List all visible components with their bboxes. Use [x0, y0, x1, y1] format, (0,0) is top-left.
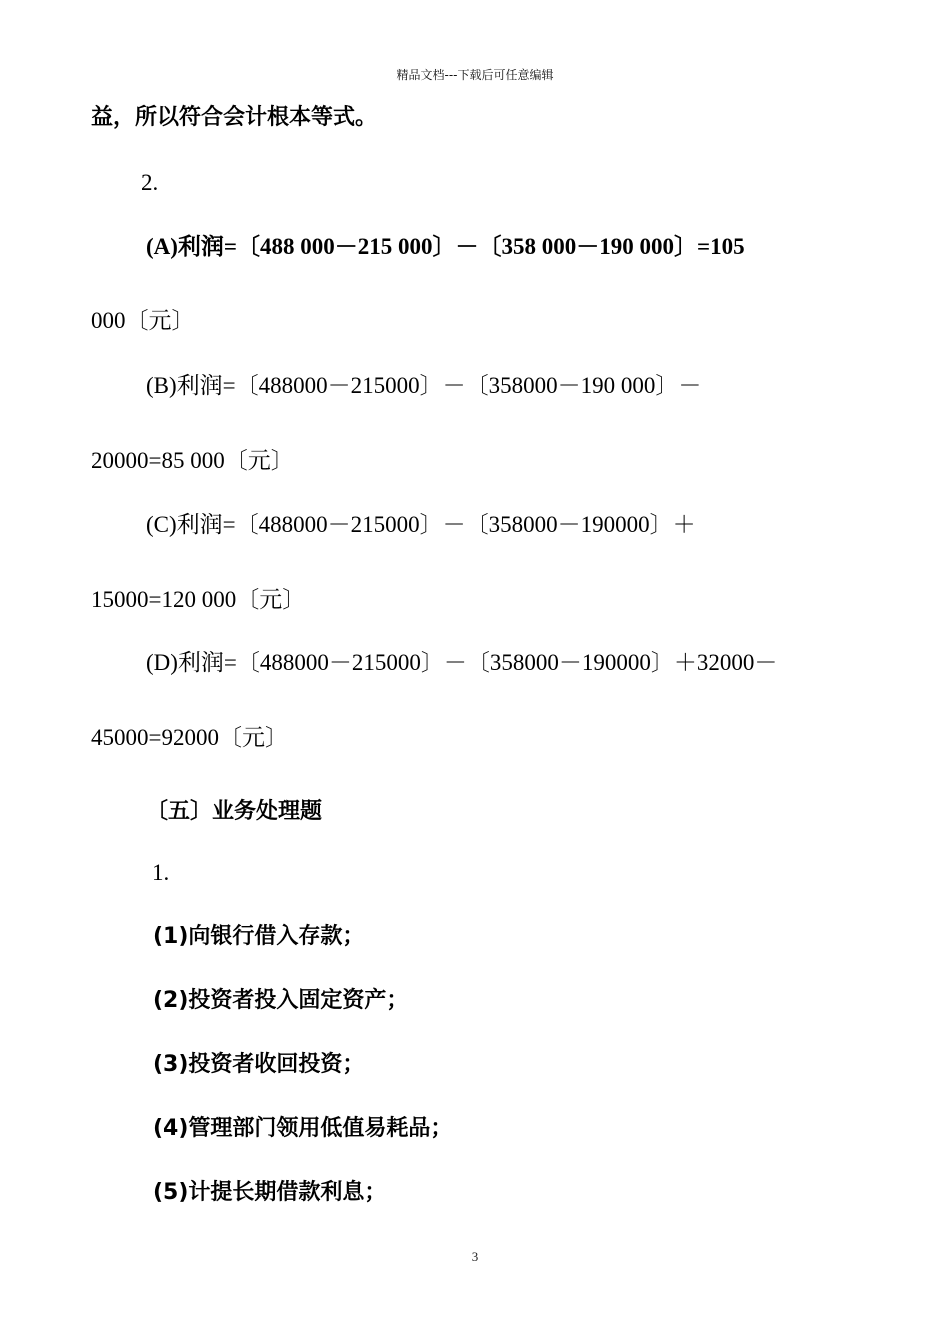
- formula-d-line-1: (D)利润=〔488000－215000〕－〔358000－190000〕＋32000－: [146, 650, 778, 675]
- answer-item-3: (3)投资者收回投资；: [153, 1052, 365, 1077]
- answer-item-4: (4)管理部门领用低值易耗品；: [153, 1116, 453, 1141]
- formula-d-line-2: 45000=92000〔元〕: [91, 725, 288, 750]
- question-number-1: 1.: [152, 860, 170, 885]
- formula-a-line-1: (A)利润=〔488 000－215 000〕－〔358 000－190 000〕=105: [146, 234, 745, 259]
- section-heading-5: 〔五〕业务处理题: [146, 799, 323, 824]
- formula-a-line-2: 000〔元〕: [91, 308, 195, 333]
- page-header: 精品文档---下载后可任意编辑: [396, 68, 554, 82]
- formula-c-line-2: 15000=120 000〔元〕: [91, 587, 306, 612]
- section-number-2: 2.: [141, 170, 159, 195]
- paragraph-line-1: 益，所以符合会计根本等式。: [91, 105, 378, 130]
- formula-b-line-1: (B)利润=〔488000－215000〕－〔358000－190 000〕－: [146, 373, 702, 398]
- page-number: 3: [471, 1249, 479, 1264]
- answer-item-1: (1)向银行借入存款；: [153, 924, 365, 949]
- answer-item-5: (5)计提长期借款利息；: [153, 1180, 387, 1205]
- answer-item-2: (2)投资者投入固定资产；: [153, 988, 409, 1013]
- formula-b-line-2: 20000=85 000〔元〕: [91, 448, 294, 473]
- formula-c-line-1: (C)利润=〔488000－215000〕－〔358000－190000〕＋: [146, 512, 696, 537]
